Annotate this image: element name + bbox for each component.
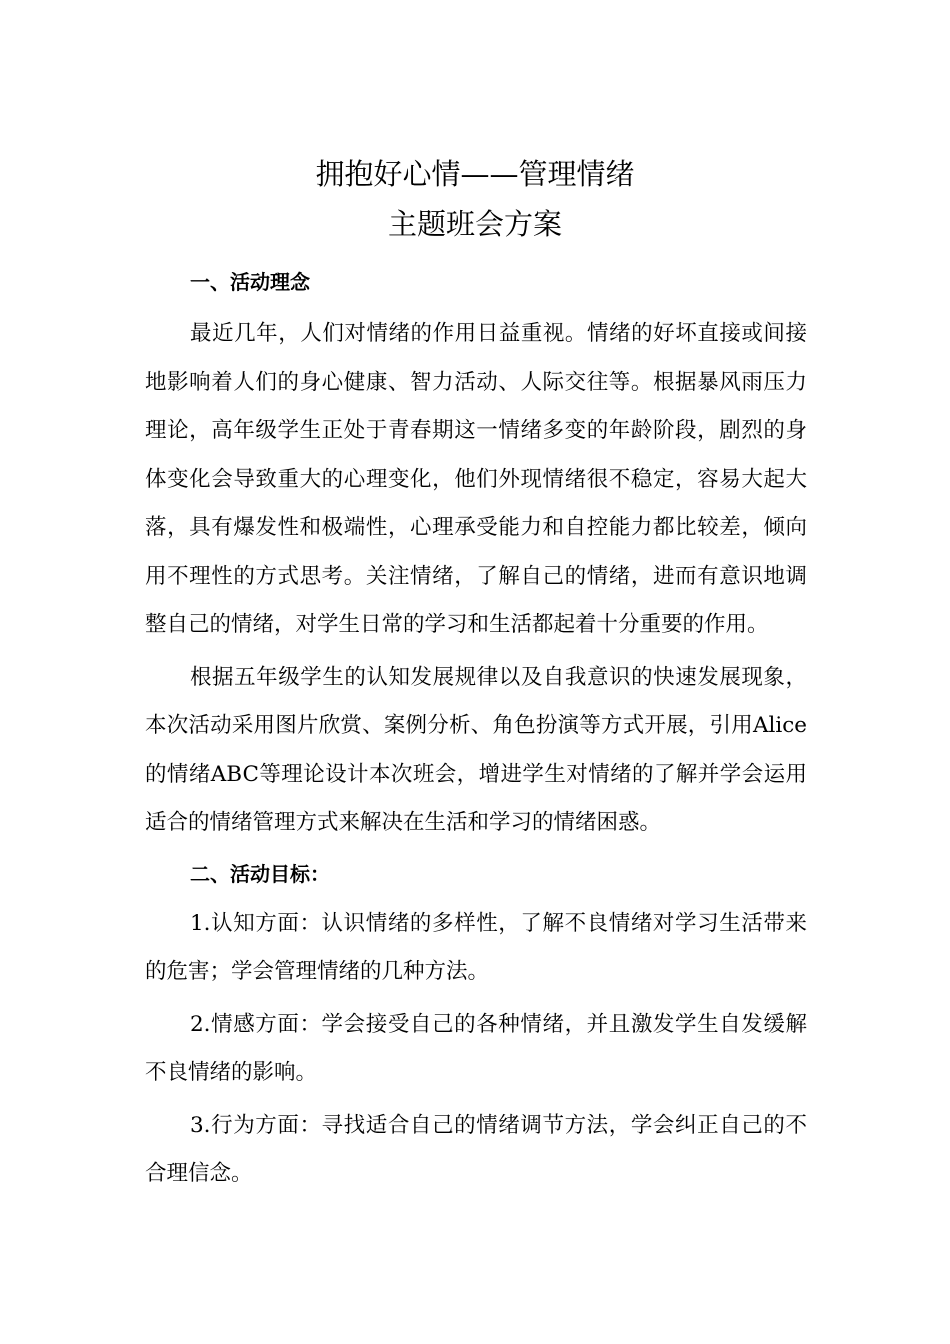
document-subtitle: 主题班会方案	[387, 207, 562, 241]
goal-item-emotional: 2.情感方面：学会接受自己的各种情绪，并且激发学生自发缓解不良情绪的影响。	[145, 1011, 807, 1085]
document-body	[145, 262, 807, 1199]
goal-item-cognitive: 1.认知方面：认识情绪的多样性，了解不良情绪对学习生活带来的危害；学会管理情绪的几种方法。	[145, 910, 807, 984]
concept-paragraph-1: 最近几年，人们对情绪的作用日益重视。情绪的好坏直接或间接地影响着人们的身心健康、智力活动、人际交往等。根据暴风雨压力理论，高年级学生正处于青春期这一情绪多变的年龄阶段，剧烈的身体变化会导致重大的心理变化，他们外现情绪很不稳定，容易大起大落，具有爆发性和极端性，心理承受能力和自控能力都比较差，倾向用不理性的方式思考。关注情绪，了解自己的情绪，进而有意识地调整自己的情绪，对学生日常的学习和生活都起着十分重要的作用。	[145, 321, 807, 637]
document-title: 拥抱好心情——管理情绪	[315, 157, 635, 191]
section-heading-concept: 一、活动理念	[190, 270, 310, 294]
concept-paragraph-2: 根据五年级学生的认知发展规律以及自我意识的快速发展现象，本次活动采用图片欣赏、案例分析、角色扮演等方式开展，引用Alice的情绪ABC等理论设计本次班会，增进学生对情绪的了解并学会运用适合的情绪管理方式来解决在生活和学习的情绪困惑。	[145, 664, 807, 835]
goal-item-behavioral: 3.行为方面：寻找适合自己的情绪调节方法，学会纠正自己的不合理信念。	[145, 1112, 807, 1186]
section-heading-goals: 二、活动目标：	[190, 861, 330, 886]
